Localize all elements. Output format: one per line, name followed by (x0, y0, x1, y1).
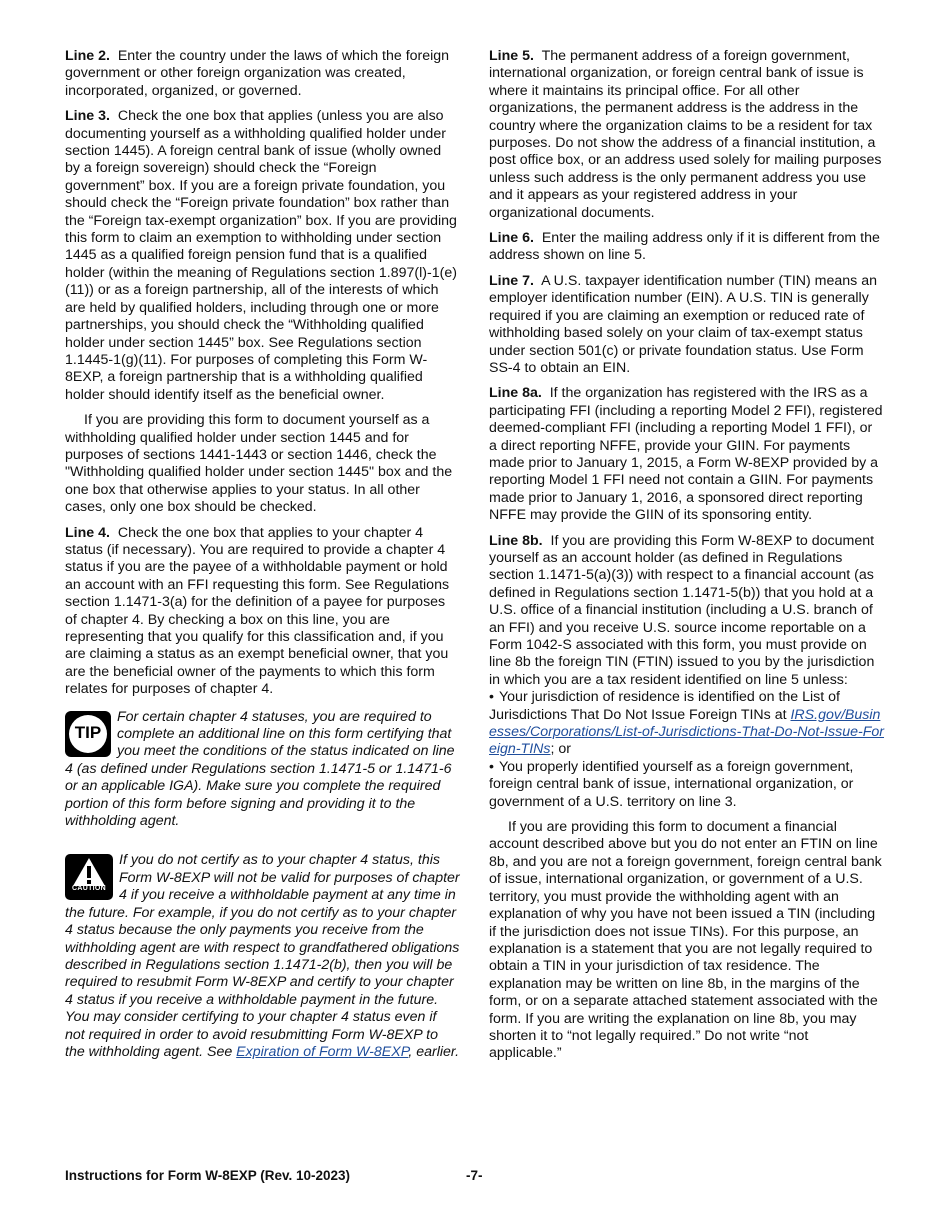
line8a-paragraph (489, 385, 884, 524)
line4-label: Line 4. (65, 524, 110, 541)
bullet-dot-icon: • (489, 689, 494, 706)
expiration-link[interactable]: Expiration of Form W-8EXP (236, 1043, 409, 1060)
line3-paragraph (65, 108, 460, 404)
caution-callout (65, 852, 460, 1061)
page-number: -7- (466, 1168, 483, 1183)
line7-paragraph (489, 273, 884, 377)
line8b-paragraph (489, 533, 884, 690)
caution-icon (65, 854, 113, 900)
line3-continuation: If you are providing this form to document yourself as a withholding qualified holder under section 1445 and for purposes of sections 1441-1443 or section 1446, check the "Withholding qualified holder under section 1445" box and the one box that otherwise applies to your status. In all other cases, only one box should be checked. (65, 412, 453, 516)
right-column (489, 48, 884, 1071)
line5-text: The permanent address of a foreign government, international organization, or foreign central bank of issue is where it maintains its principal office. For all other organizations, the permanent address is the address in the country where the organization claims to be a resident for tax purposes. Do not show the address of a financial institution, a post office box, or an address used solely for mailing purposes unless such address is the only permanent address you use and it appears as your registered address in your organizational documents. (489, 48, 882, 221)
line2-label: Line 2. (65, 48, 110, 64)
line6-label: Line 6. (489, 230, 534, 247)
tip-callout (65, 709, 460, 831)
bullet-dot-icon: • (489, 758, 494, 775)
line8a-label: Line 8a. (489, 385, 542, 402)
tip-icon (65, 711, 111, 757)
bullet2-text: You properly identified yourself as a foreign government, foreign central bank of issue, international organization, or government of a U.S. territory on line 3. (489, 758, 854, 810)
line2-paragraph (65, 48, 460, 100)
line5-label: Line 5. (489, 48, 534, 64)
line8a-text: If the organization has registered with the IRS as a participating FFI (including a reporting Model 2 FFI), registered deemed-compliant FFI (including a reporting Model 1 FFI), or a direct reporting NFFE, provide your GIIN. For payments made prior to January 1, 2015, a Form W-8EXP provided by a reporting Model 1 FFI need not contain a GIIN. For payments made prior to January 1, 2016, a sponsored direct reporting NFFE may provide the GIIN of its sponsoring entity. (489, 385, 883, 524)
line8b-label: Line 8b. (489, 532, 543, 549)
tip-icon-label: TIP (74, 722, 102, 742)
irs-jurisdictions-link[interactable]: IRS.gov/Businesses/Corporations/List-of-Jurisdictions-That-Do-Not-Issue-Foreign-TINs (489, 706, 885, 758)
line6-paragraph (489, 230, 884, 265)
line8b-continuation: If you are providing this form to document a financial account described above but you do not enter an FTIN on line 8b, and you are not a foreign government, foreign central bank of issue, international organization, or government of a U.S. territory, you must provide the withholding agent with an explanation of why you have not been issued a TIN (including if the jurisdiction does not issue TINs). For this purpose, an explanation is a statement that you are not legally required to obtain a TIN in your jurisdiction of tax residence. The explanation may be written on line 8b, in the margins of the form, or on a separate attached statement associated with the form. If you are writing the explanation on line 8b, you may shorten it to “not legally required.” Do not write “not applicable.” (489, 819, 882, 1062)
bullet1-after: ; or (550, 741, 571, 758)
bullet-item-2 (489, 759, 884, 811)
line7-text: A U.S. taxpayer identification number (TIN) means an employer identification number (EIN). A U.S. TIN is generally required if you are claiming an exemption or reduced rate of withholding based solely on your claim of tax-exempt status under section 501(c) or private foundation status. Use Form SS-4 to obtain an EIN. (489, 272, 877, 376)
line4-text: Check the one box that applies to your chapter 4 status (if necessary). You are required to provide a chapter 4 status if you are the payee of a withholdable payment or hold an account with an FFI requesting this form. See Regulations section 1.1471-3(a) for the definition of a payee for purposes of chapter 4. By checking a box on this line, you are representing that you qualify for this classification and, if you are claiming a status as an exempt beneficial owner, that you are the beneficial owner of the payments to which this form relates for purposes of chapter 4. (65, 524, 450, 698)
caution-text-after: , earlier. (408, 1043, 460, 1060)
line8b-text: If you are providing this Form W-8EXP to document yourself as an account holder (as defined in Regulations section 1.1471-5(a)(3)) with respect to a financial account (as defined in Regulations section 1.1471-5(b)) that you hold at a U.S. office of a financial institution (including a U.S. branch of an FFI) and you receive U.S. source income reportable on a Form 1042-S associated with this form, you must provide on line 8b the foreign TIN (FTIN) issued to you by the jurisdiction in which you are a tax resident identified on line 5 unless: (489, 532, 875, 688)
line4-paragraph (65, 525, 460, 699)
bullet-item-1 (489, 689, 884, 759)
footer-title: Instructions for Form W-8EXP (Rev. 10-2023) (65, 1168, 351, 1183)
line3-label: Line 3. (65, 108, 110, 125)
left-column (65, 48, 460, 1071)
line3-text: Check the one box that applies (unless you are also documenting yourself as a withholding qualified holder under section 1445). A foreign central bank of issue (wholly owned by a foreign sovereign) should check the “Foreign government” box. If you are a foreign private foundation, you should check the “Foreign private foundation” box rather than the “Foreign tax-exempt organization” box. If you are providing this form to claim an exemption to withholding under section 1445 as a qualified foreign pension fund that is a qualified holder (within the meaning of Regulations section 1.897(l)-1(e)(11)) or as a foreign partnership, all of the interests of which are held by qualified holders, including through one or more partnerships, you should check the “Withholding qualified holder under section 1445” box. See Regulations section 1.1445-1(g)(11). For purposes of completing this Form W-8EXP, a foreign partnership that is a withholding qualified holder should identify itself as the beneficial owner. (65, 108, 457, 403)
tip-text: For certain chapter 4 statuses, you are required to complete an additional line on this form certifying that you meet the conditions of the status indicated on line 4 (as defined under Regulations section 1.1471-5 or 1.1471-6 or an applicable IGA). Make sure you complete the required portion of this form before signing and providing it to the withholding agent. (65, 708, 455, 830)
bullet1-text: Your jurisdiction of residence is identified on the List of Jurisdictions That Do Not Issue Foreign TINs at (489, 689, 840, 723)
line6-text: Enter the mailing address only if it is different from the address shown on line 5. (489, 230, 880, 264)
line2-text: Enter the country under the laws of which the foreign government or other foreign organization was created, incorporated, organized, or governed. (65, 48, 450, 99)
line5-paragraph (489, 48, 884, 222)
line7-label: Line 7. (489, 272, 534, 289)
caution-icon-label: CAUTION (72, 885, 106, 893)
caution-text: If you do not certify as to your chapter 4 status, this Form W-8EXP will not be valid for purposes of chapter 4 if you receive a withholdable payment at any time in the future. For example, if you do not certify as to your chapter 4 status because the only payments you receive from the withholding agent are with respect to grandfathered obligations described in Regulations section 1.1471-2(b), then you will be required to resubmit Form W-8EXP and certify to your chapter 4 status if you receive a withholdable payment in the future. You may consider certifying to your chapter 4 status even if not required in order to avoid resubmitting Form W-8EXP to the withholding agent. See (65, 852, 460, 1060)
